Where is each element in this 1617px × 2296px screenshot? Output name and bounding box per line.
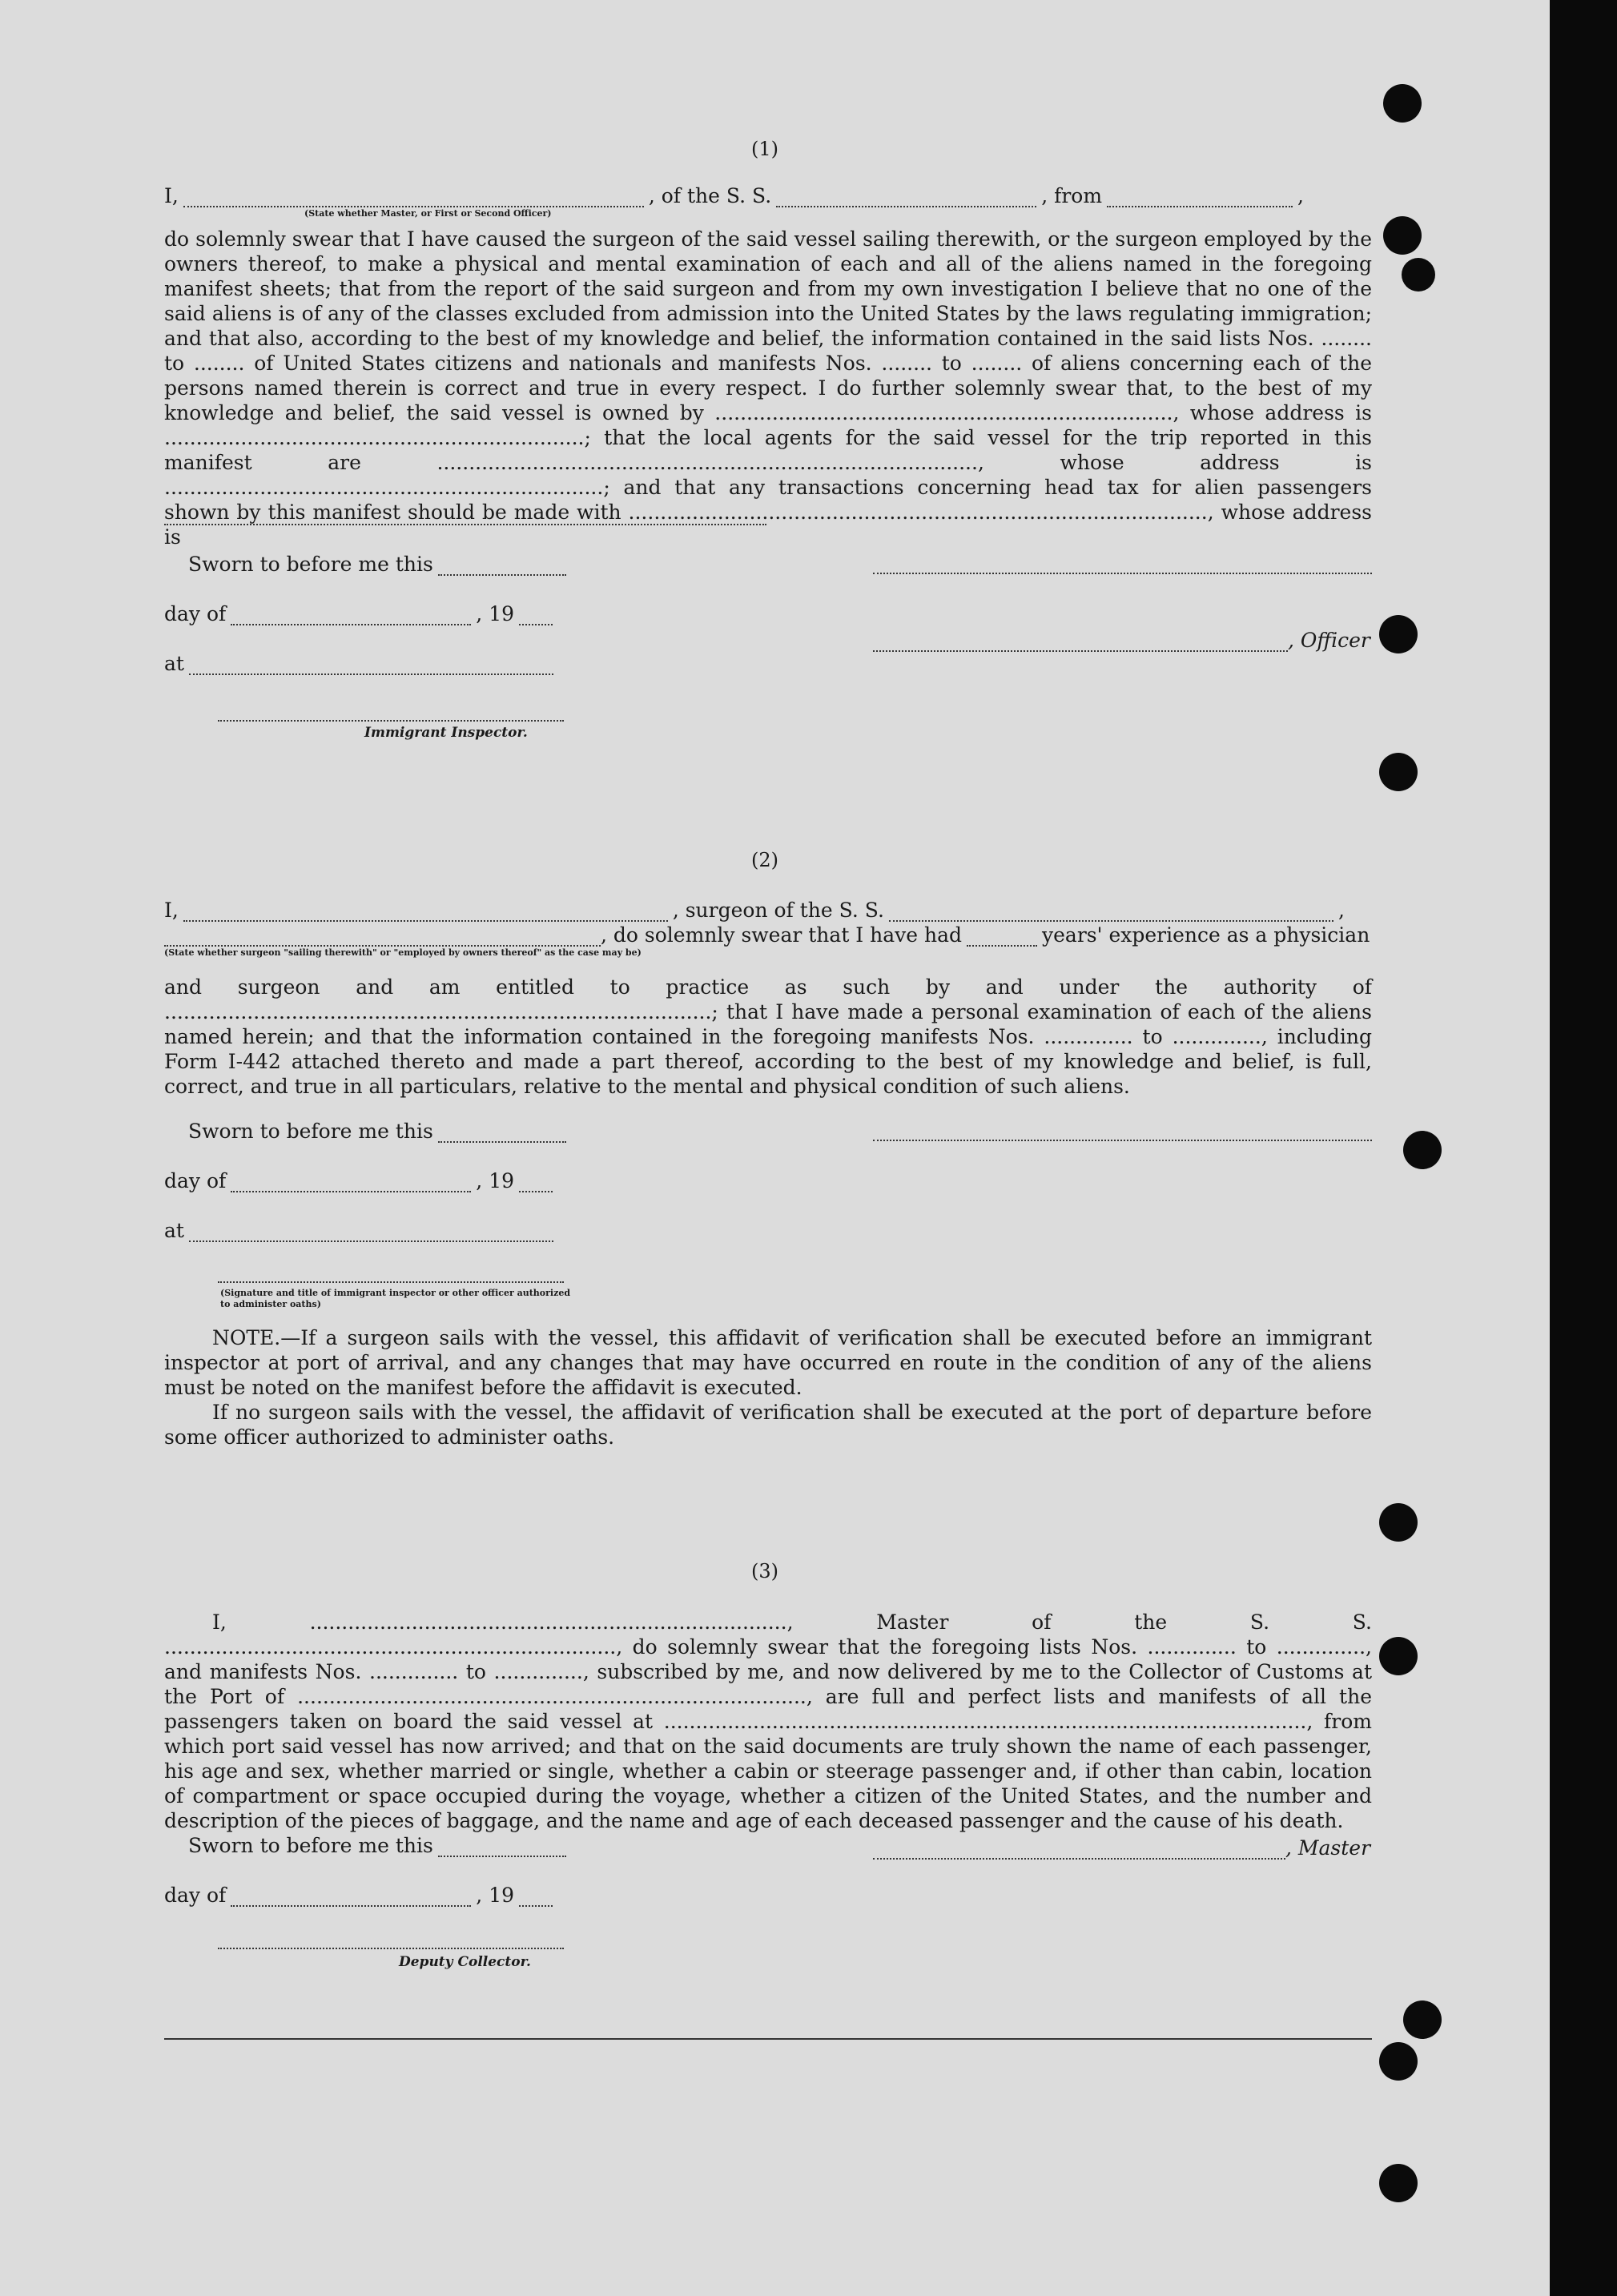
inspector-signature-field[interactable] [218,718,564,722]
binder-hole [1379,1503,1418,1542]
at-place-field[interactable] [189,1221,553,1242]
day-of-line-1 [164,602,557,625]
note-paragraph-2: If no surgeon sails with the vessel, the affidavit of verification shall be executed at the port of departure before some officer authorized to administer oaths. [164,1401,1372,1449]
surgeon-status-field[interactable] [164,926,601,947]
inspector-caption: Immigrant Inspector. [364,725,528,741]
sworn-line-1 [188,553,571,576]
swear-label: , do solemnly swear that I have had [601,923,963,947]
binder-hole [1402,258,1435,292]
section-2-number: (2) [751,849,778,871]
day-of-label: day of [164,1169,227,1192]
note-text: —If a surgeon sails with the vessel, this affidavit of verification shall be executed before an immigrant inspector at port of arrival, and any changes that may have occurred en route in the condition of any of the aliens must be noted on the manifest before the affidavit is executed. [164,1326,1372,1399]
surgeon-of-ss-label: , surgeon of the S. S. [672,899,884,922]
month-field[interactable] [231,1886,471,1907]
of-ss-label: , of the S. S. [648,184,772,207]
sworn-line-3 [188,1834,571,1857]
collector-caption: Deputy Collector. [399,1954,531,1970]
section-2-body: and surgeon and am entitled to practice as such by and under the authority of ......................................................................................; that I have made a personal examination of each of the aliens named herein; and that the information contained in the foregoing manifests Nos. .............. to .............., including Form I-442 attached thereto and made a part thereof, according to the best of my knowledge and belief, is full, correct, and true in all particulars, relative to the mental and physical condition of such aliens. [164,975,1372,1098]
section-2-header-line [164,899,1372,922]
inspector-signature-field[interactable] [218,1280,564,1283]
month-field[interactable] [231,1172,471,1192]
month-field[interactable] [231,605,471,625]
officer-line [873,629,1370,652]
binder-hole [1383,216,1422,255]
year-field[interactable] [519,1172,553,1192]
note-label: NOTE. [212,1326,281,1349]
binder-hole [1379,615,1418,653]
year-label: , 19 [476,602,515,625]
binder-hole [1379,2042,1418,2081]
sworn-day-field[interactable] [438,555,566,576]
at-line-1 [164,652,558,675]
officer-name-field[interactable] [183,187,644,207]
year-field[interactable] [519,1886,553,1907]
year-label: , 19 [476,1884,515,1907]
master-label: , Master [1285,1836,1371,1860]
comma: , [1337,899,1345,922]
from-port-field[interactable] [1107,187,1293,207]
section-1-i-label: I, [164,184,179,207]
sworn-day-field[interactable] [438,1836,566,1857]
surgeon-vessel-field[interactable] [889,901,1333,922]
section-2-i-label: I, [164,899,179,922]
day-of-line-2 [164,1169,557,1192]
binder-hole [1383,84,1422,123]
head-tax-address-field[interactable] [164,522,766,525]
day-of-line-3 [164,1884,557,1907]
officer-title-field[interactable] [873,631,1288,652]
master-signature-field[interactable] [873,1839,1285,1860]
at-place-field[interactable] [189,654,553,675]
section-1-number: (1) [751,138,778,160]
at-label: at [164,1219,184,1242]
surgeon-caption: (State whether surgeon "sailing therewith" or "employed by owners thereof" as the case may be) [164,947,642,958]
sworn-label: Sworn to before me this [188,1120,433,1143]
at-label: at [164,652,184,675]
surgeon-signature-field[interactable] [873,1138,1372,1141]
officer-signature-field[interactable] [873,571,1372,574]
vessel-name-field[interactable] [776,187,1036,207]
section-1-body: do solemnly swear that I have caused the surgeon of the said vessel sailing therewith, or the surgeon employed by the owners thereof, to make a physical and mental examination of each and all of the aliens named in the foregoing manifest sheets; that from the report of the said surgeon and from my own investigation I believe that no one of the said aliens is of any of the classes excluded from admission into the United States by the laws regulating immigration; and that also, according to the best of my knowledge and belief, the information contained in the said lists Nos. ........ to ........ of United States citizens and nationals and manifests Nos. ........ to ........ of aliens concerning each of the persons named therein is correct and true in every respect. I do further solemnly swear that, to the best of my knowledge and belief, the said vessel is owned by ........................................................................, whose address is ..................................................................; that the local agents for the said vessel for the trip reported in this manifest are ....................................................................................., whose address is .....................................................................; and that any transactions concerning head tax for alien passengers shown by this manifest should be made with ..........................................................................................., whose address is [164,227,1372,549]
binder-hole [1403,2000,1442,2039]
section-3-number: (3) [751,1560,778,1582]
footer-rule [164,2038,1372,2040]
section-2-second-line [164,923,1372,947]
day-of-label: day of [164,602,227,625]
from-label: , from [1041,184,1103,207]
section-3-body: I, ..........................................................................., Master of the S. S. ......................................................................., do solemnly swear that the foregoing lists Nos. .............. to .............., and manifests Nos. .............. to .............., subscribed by me, and now delivered by me to the Collector of Customs at the Port of ................................................................................, are full and perfect lists and manifests of all the passengers taken on board the said vessel at ....................................................................................................., from which port said vessel has now arrived; and that on the said documents are truly shown the name of each passenger, his age and sex, whether married or single, whether a cabin or steerage passenger and, if other than cabin, location of compartment or space occupied during the voyage, whether a citizen of the United States, and the number and description of the pieces of baggage, and the name and age of each deceased passenger and the cause of his death. [164,1610,1372,1832]
signature-title-caption: (Signature and title of immigrant inspector or other officer authorized to administer oaths) [220,1288,571,1309]
comma: , [1297,184,1304,207]
section-1-header-line [164,184,1372,207]
collector-signature-field[interactable] [218,1946,564,1949]
sworn-label: Sworn to before me this [188,1834,433,1857]
years-field[interactable] [967,926,1037,947]
sworn-line-2 [188,1120,571,1143]
surgeon-name-field[interactable] [183,901,668,922]
sworn-day-field[interactable] [438,1122,566,1143]
officer-label: , Officer [1288,629,1370,652]
day-of-label: day of [164,1884,227,1907]
year-label: , 19 [476,1169,515,1192]
note-paragraph [164,1325,1372,1400]
at-line-2 [164,1219,558,1242]
sworn-label: Sworn to before me this [188,553,433,576]
master-line [873,1836,1370,1860]
years-label: years' experience as a physician [1042,923,1370,947]
binder-hole [1379,2164,1418,2202]
binder-hole [1403,1131,1442,1169]
year-field[interactable] [519,605,553,625]
binder-hole [1379,753,1418,791]
binder-hole [1379,1637,1418,1675]
officer-caption: (State whether Master, or First or Second Officer) [304,208,552,219]
